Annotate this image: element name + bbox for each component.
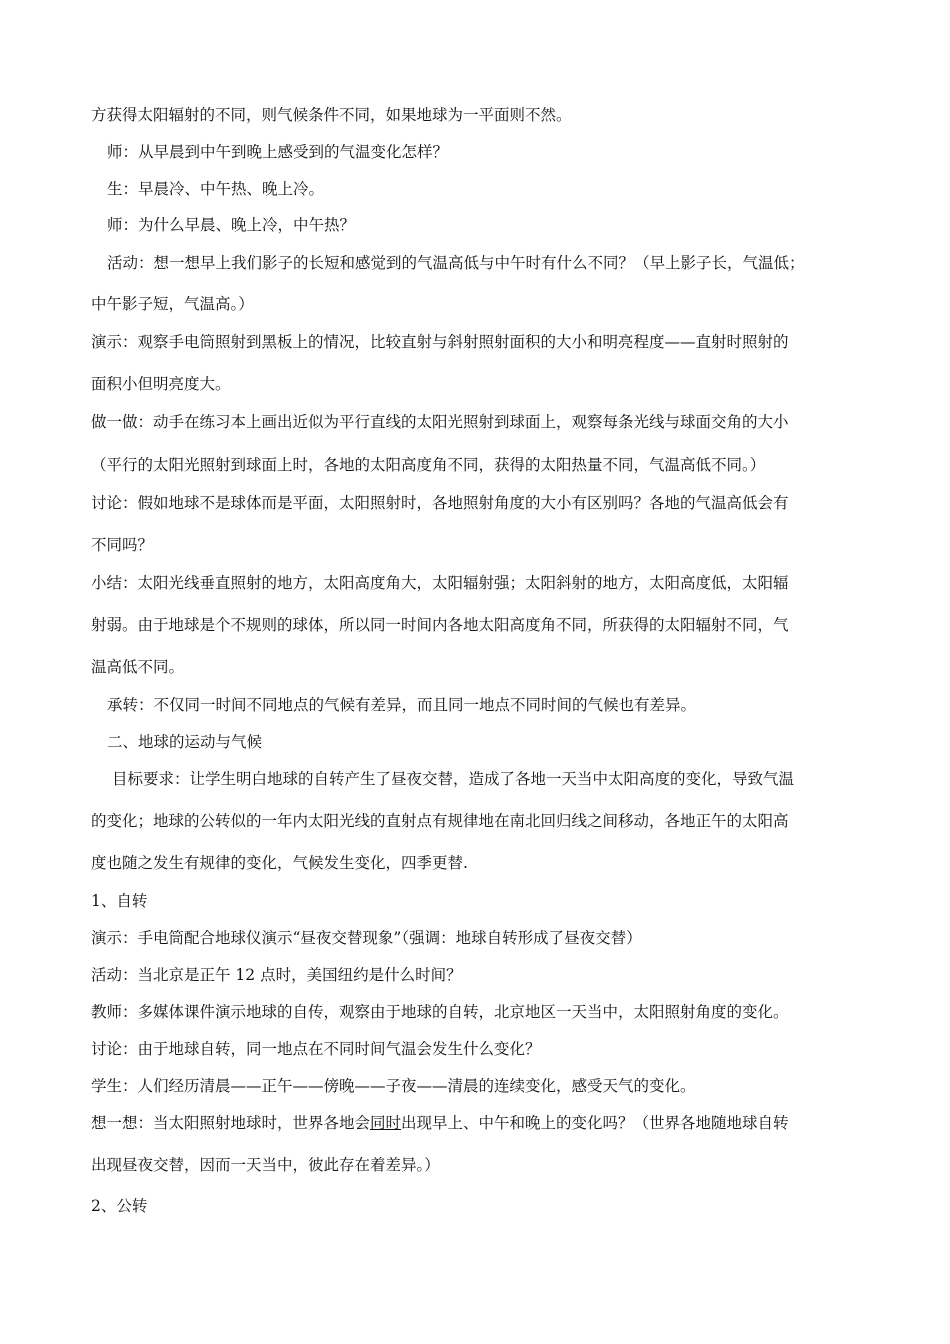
underlined-text: 同时 [370, 1114, 402, 1132]
paragraph-line: 讨论：假如地球不是球体而是平面，太阳照射时，各地照射角度的大小有区别吗？各地的气温高低会有 [91, 494, 789, 512]
subsection-heading: 2、公转 [91, 1197, 148, 1215]
subsection-heading: 1、自转 [91, 892, 148, 910]
paragraph-line: 不同吗？ [91, 536, 154, 554]
paragraph-line: 师：为什么早晨、晚上冷，中午热？ [107, 216, 356, 234]
paragraph-line: 活动：当北京是正午 12 点时，美国纽约是什么时间？ [91, 966, 462, 984]
section-heading: 二、地球的运动与气候 [107, 733, 263, 751]
paragraph-line: 方获得太阳辐射的不同，则气候条件不同，如果地球为一平面则不然。 [91, 106, 572, 124]
paragraph-line: 的变化；地球的公转似的一年内太阳光线的直射点有规律地在南北回归线之间移动，各地正午的太阳高 [91, 812, 789, 830]
paragraph-line: （平行的太阳光照射到球面上时，各地的太阳高度角不同，获得的太阳热量不同，气温高低不同。） [91, 456, 766, 474]
paragraph-line: 温高低不同。 [91, 658, 185, 676]
paragraph-line: 活动：想一想早上我们影子的长短和感觉到的气温高低与中午时有什么不同？（早上影子长，气温低； [107, 254, 805, 272]
paragraph-line: 中午影子短，气温高。） [91, 295, 254, 313]
text-segment: 出现早上、中午和晚上的变化吗？（世界各地随地球自转 [401, 1114, 789, 1132]
text-segment: 想一想：当太阳照射地球时，世界各地会 [91, 1114, 371, 1132]
paragraph-line: 演示：观察手电筒照射到黑板上的情况，比较直射与斜射照射面积的大小和明亮程度——直射时照射的 [91, 333, 789, 351]
paragraph-line: 教师：多媒体课件演示地球的自传，观察由于地球的自转，北京地区一天当中，太阳照射角度的变化。 [91, 1003, 789, 1021]
paragraph-line: 承转：不仅同一时间不同地点的气候有差异，而且同一地点不同时间的气候也有差异。 [107, 696, 697, 714]
paragraph-line: 目标要求：让学生明白地球的自转产生了昼夜交替，造成了各地一天当中太阳高度的变化，导致气温 [112, 770, 795, 788]
paragraph-line: 出现昼夜交替，因而一天当中，彼此存在着差异。） [91, 1156, 440, 1174]
paragraph-line: 师：从早晨到中午到晚上感受到的气温变化怎样？ [107, 143, 449, 161]
paragraph-line: 讨论：由于地球自转，同一地点在不同时间气温会发生什么变化？ [91, 1040, 541, 1058]
paragraph-line: 度也随之发生有规律的变化，气候发生变化，四季更替. [91, 854, 468, 872]
paragraph-line: 射弱。由于地球是个不规则的球体，所以同一时间内各地太阳高度角不同，所获得的太阳辐射不同，气 [91, 616, 789, 634]
paragraph-line: 演示：手电筒配合地球仪演示“昼夜交替现象”（强调：地球自转形成了昼夜交替） [91, 929, 642, 947]
paragraph-line: 做一做：动手在练习本上画出近似为平行直线的太阳光照射到球面上，观察每条光线与球面交角的大小 [91, 413, 789, 431]
paragraph-line: 生：早晨冷、中午热、晚上冷。 [107, 180, 325, 198]
paragraph-line: 学生：人们经历清晨——正午——傍晚——子夜——清晨的连续变化，感受天气的变化。 [91, 1077, 696, 1095]
paragraph-line [91, 1113, 870, 1133]
paragraph-line: 面积小但明亮度大。 [91, 375, 231, 393]
paragraph-line: 小结：太阳光线垂直照射的地方，太阳高度角大，太阳辐射强；太阳斜射的地方，太阳高度低，太阳辐 [91, 574, 789, 592]
